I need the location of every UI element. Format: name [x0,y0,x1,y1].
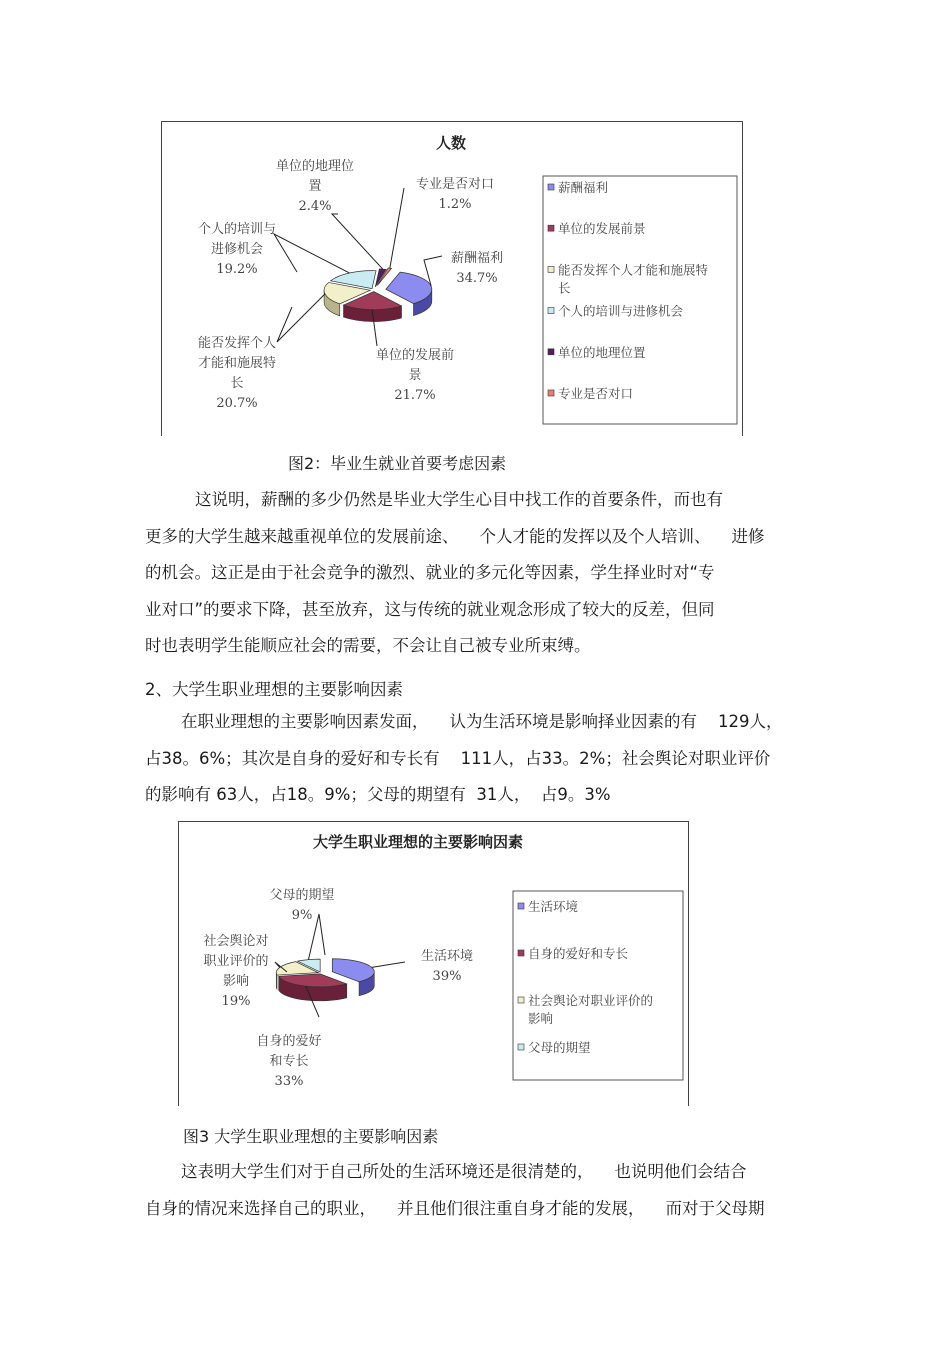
slice-label [276,158,354,214]
slice-label-line: 才能和施展特 [197,356,277,371]
legend-swatch [518,903,524,909]
slice-label-line: 和专长 [269,1054,309,1069]
slice-label-line: 薪酬福利 [450,251,504,266]
slice-label [416,176,494,212]
slice-label [451,250,503,286]
figure-3-svg [179,822,688,1106]
legend-swatch [548,349,554,355]
legend-entry-line: 长 [558,280,571,296]
paragraph-line: 占38。6%；其次是自身的爱好和专长有 111人，占33。2%；社会舆论对职业评价 [145,748,771,768]
slice-label [256,1034,321,1089]
slice-label-line: 39% [432,969,462,984]
slice-label [376,348,454,403]
legend-entry [558,304,684,319]
legend-entry-line: 单位的地理位置 [558,344,646,360]
legend-entry-line: 个人的培训与进修机会 [558,303,684,319]
slice-label-line: 34.7% [456,271,498,286]
figure-2-svg [162,122,742,436]
leader-line [390,188,404,268]
paragraph-line: 这说明，薪酬的多少仍然是毕业大学生心目中找工作的首要条件，而也有 [195,490,723,509]
slice-label [269,887,334,923]
figure-3-caption: 图3 大学生职业理想的主要影响因素 [183,1127,439,1146]
legend-swatch [518,1044,524,1050]
figure-3-chart [178,821,689,1106]
slice-label-line: 社会舆论对 [203,934,269,949]
pie-slice-5 [375,269,386,287]
chart-title: 大学生职业理想的主要影响因素 [312,833,524,851]
slice-label-line: 置 [308,179,322,194]
legend-swatch [548,266,554,272]
figure-2-caption: 图2：毕业生就业首要考虑因素 [288,454,507,473]
paragraph-1 [145,482,805,665]
legend-swatch [548,184,554,190]
slice-label [198,335,276,411]
leader-line [277,294,325,342]
slice-label-line: 影响 [222,974,250,989]
paragraph-line: 自身的情况来选择自己的职业， 并且他们很注重自身才能的发展， 而对于父母期 [145,1198,765,1218]
slice-label-line: 父母的期望 [269,888,335,903]
slice-label [421,948,473,984]
slice-label-line: 21.7% [394,388,436,403]
paragraph-line: 更多的大学生越来越重视单位的发展前途、 个人才能的发挥以及个人培训、 进修 [145,526,765,546]
legend-entry [528,946,628,961]
leader-line [274,234,349,273]
slice-label-line: 能否发挥个人 [197,336,277,351]
legend-entry-line: 社会舆论对职业评价的 [528,993,654,1008]
legend-swatch [518,997,524,1003]
slice-label-line: 20.7% [216,396,258,411]
slice-label-line: 生活环境 [420,949,474,964]
slice-label-line: 19.2% [216,262,258,277]
leader-line [372,962,405,967]
slice-label-line: 景 [408,368,422,383]
paragraph-line: 的影响有 63人，占18。9%；父母的期望有 31人， 占9。3% [145,785,611,804]
legend-entry [558,345,646,360]
paragraph-line: 业对口”的要求下降，甚至放弃，这与传统的就业观念形成了较大的反差，但同 [145,599,715,619]
paragraph-line: 在职业理想的主要影响因素发面， 认为生活环境是影响择业因素的有 129人， [181,712,783,731]
chart-title: 人数 [435,134,467,152]
paragraph-line: 这表明大学生们对于自己所处的生活环境还是很清楚的， 也说明他们会结合 [181,1162,747,1181]
legend-entry-line: 自身的爱好和专长 [528,946,629,961]
legend-swatch [548,308,554,314]
legend-entry-line: 薪酬福利 [558,180,609,195]
legend-entry-line: 专业是否对口 [558,386,634,401]
legend-swatch [548,390,554,396]
legend-entry [558,221,646,236]
legend-entry-line: 影响 [528,1011,554,1026]
legend-entry [558,386,633,401]
slice-label [198,221,276,277]
slice-label-line: 个人的培训与 [197,222,277,237]
figure-2-chart [161,121,743,436]
slice-label-line: 1.2% [438,197,472,212]
paragraph-line: 时也表明学生能顺应社会的需要，不会让自己被专业所束缚。 [145,636,591,655]
slice-label-line: 19% [221,994,251,1009]
slice-label-line: 职业评价的 [203,954,269,969]
slice-label-line: 9% [291,908,313,923]
slice-label-line: 单位的地理位 [275,159,355,174]
legend-entry [528,899,578,914]
paragraph-line: 的机会。这正是由于社会竞争的激烈、就业的多元化等因素，学生择业时对“专 [145,563,715,582]
legend-swatch [548,225,554,231]
legend-entry [528,1040,591,1055]
section-heading: 2、大学生职业理想的主要影响因素 [145,680,403,699]
slice-label-line: 长 [230,376,244,391]
leader-line [332,214,383,269]
slice-label-line: 2.4% [298,199,332,214]
slice-label [203,933,268,1009]
legend-entry-line: 生活环境 [528,899,579,914]
paragraph-3 [145,1154,805,1227]
slice-label-line: 单位的发展前 [375,348,455,363]
slice-label-line: 专业是否对口 [415,177,495,192]
pie-slice-1 [386,272,432,304]
legend-entry [558,180,608,195]
slice-label-line: 33% [274,1074,304,1089]
legend-swatch [518,950,524,956]
legend-entry-line: 能否发挥个人才能和施展特 [558,262,709,278]
legend-entry-line: 父母的期望 [528,1040,591,1055]
pie-slice-1 [332,959,374,982]
paragraph-2 [145,704,805,814]
slice-label-line: 进修机会 [210,242,264,257]
slice-label-line: 自身的爱好 [256,1034,322,1049]
legend-entry-line: 单位的发展前景 [558,221,646,237]
